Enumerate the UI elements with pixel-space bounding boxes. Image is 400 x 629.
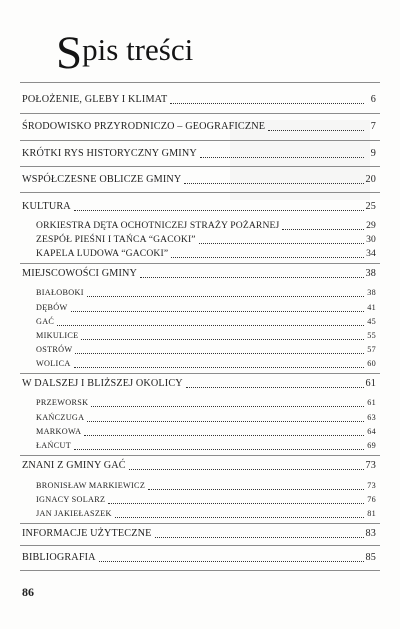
toc-entry-page: 61 [365,378,376,389]
toc-entry-label: ZNANI Z GMINY GAĆ [22,460,126,471]
toc-entry-label: OSTRÓW [36,345,73,354]
toc-subentry [36,232,376,246]
toc-entry-page: 83 [365,528,376,539]
toc-entry-page: 25 [365,201,376,212]
divider [20,455,380,456]
toc-entry-page: 34 [366,248,376,259]
toc-entry [22,146,376,160]
toc-leader-dots [184,183,363,184]
toc-leader-dots [115,517,364,518]
divider [20,373,380,374]
toc-entry-page: 63 [367,413,376,422]
toc-entry-label: BIAŁOBOKI [36,288,84,297]
page-number: 86 [22,585,34,599]
toc-entry-label: POŁOŻENIE, GLEBY I KLIMAT [22,94,168,105]
toc-entry [22,458,376,472]
toc-entry-label: INFORMACJE UŻYTECZNE [22,528,152,539]
toc-entry-page: 57 [367,345,376,354]
toc-leader-dots [171,257,364,258]
toc-entry-page: 9 [370,148,376,159]
toc-leader-dots [91,406,364,407]
title-rest: pis treści [82,32,194,67]
toc-entry-label: IGNACY SOLARZ [36,495,106,504]
toc-subentry [36,356,376,370]
toc-entry-label: MARKOWA [36,427,82,436]
divider [20,82,380,83]
toc-leader-dots [99,561,364,562]
toc-leader-dots [74,449,364,450]
toc-subentry [36,506,376,520]
toc-entry-label: ORKIESTRA DĘTA OCHOTNICZEJ STRAŻY POŻARNEJ [36,220,280,231]
toc-subentry [36,285,376,299]
toc-leader-dots [199,243,364,244]
toc-leader-dots [268,130,364,131]
toc-leader-dots [282,229,364,230]
toc-entry [22,266,376,280]
divider [20,192,380,193]
divider [20,140,380,141]
toc-entry-label: MIEJSCOWOŚCI GMINY [22,268,138,279]
toc-entry-label: BIBLIOGRAFIA [22,552,96,563]
toc-entry-page: 61 [367,398,376,407]
toc-leader-dots [75,353,364,354]
divider [20,545,380,546]
toc-leader-dots [200,157,364,158]
toc-entry-label: PRZEWORSK [36,398,89,407]
toc-entry-page: 73 [365,460,376,471]
toc-entry-page: 38 [365,268,376,279]
toc-entry-label: MIKULICE [36,331,79,340]
toc-leader-dots [140,277,363,278]
toc-subentry [36,410,376,424]
divider [20,166,380,167]
toc-entry-label: KULTURA [22,201,71,212]
toc-entry-label: WSPÓŁCZESNE OBLICZE GMINY [22,174,182,185]
toc-entry-page: 38 [367,288,376,297]
toc-subentry [36,342,376,356]
toc-subentry [36,218,376,232]
toc-entry [22,172,376,186]
toc-leader-dots [108,503,364,504]
toc-leader-dots [155,537,364,538]
toc-entry-label: KRÓTKI RYS HISTORYCZNY GMINY [22,148,197,159]
toc-entry-label: GAĆ [36,317,55,326]
toc-leader-dots [74,367,364,368]
toc-entry-page: 29 [366,220,376,231]
toc-subentry [36,478,376,492]
toc-entry-label: DĘBÓW [36,303,68,312]
toc-subentry [36,246,376,260]
toc-entry-page: 45 [367,317,376,326]
toc-entry-page: 81 [367,509,376,518]
toc-leader-dots [170,103,364,104]
toc-entry-label: ZESPÓŁ PIEŚNI I TAŃCA “GACOKI” [36,234,196,245]
toc-entry-page: 76 [367,495,376,504]
toc-entry [22,376,376,390]
divider [20,263,380,264]
toc-leader-dots [186,387,364,388]
toc-entry-label: ŚRODOWISKO PRZYRODNICZO – GEOGRAFICZNE [22,121,266,132]
divider [20,523,380,524]
toc-entry [22,92,376,106]
toc-subentry [36,300,376,314]
toc-leader-dots [74,210,364,211]
toc-entry-page: 73 [367,481,376,490]
toc-entry-page: 69 [367,441,376,450]
toc-subentry [36,424,376,438]
toc-entry-page: 41 [367,303,376,312]
toc-leader-dots [87,296,364,297]
toc-entry-label: BRONISŁAW MARKIEWICZ [36,481,146,490]
toc-entry-page: 85 [365,552,376,563]
toc-entry-label: WOLICA [36,359,71,368]
toc-entry [22,119,376,133]
toc-entry-page: 6 [370,94,376,105]
toc-entry-label: ŁAŃCUT [36,441,72,450]
toc-entry-page: 64 [367,427,376,436]
toc-leader-dots [148,489,364,490]
toc-subentry [36,395,376,409]
toc-leader-dots [87,421,364,422]
toc-leader-dots [81,339,364,340]
toc-entry [22,199,376,213]
toc-leader-dots [57,325,364,326]
toc-entry-label: JAN JAKIEŁASZEK [36,509,112,518]
toc-entry-label: KAŃCZUGA [36,413,85,422]
page-title [56,27,194,79]
divider [20,113,380,114]
toc-leader-dots [129,469,364,470]
toc-entry-page: 60 [367,359,376,368]
toc-subentry [36,314,376,328]
toc-subentry [36,438,376,452]
toc-entry [22,526,376,540]
toc-entry-page: 55 [367,331,376,340]
toc-entry [22,550,376,564]
toc-subentry [36,328,376,342]
divider [20,570,380,571]
toc-leader-dots [84,435,364,436]
toc-entry-label: W DALSZEJ I BLIŻSZEJ OKOLICY [22,378,183,389]
title-initial: S [56,27,83,79]
toc-subentry [36,492,376,506]
toc-entry-page: 30 [366,234,376,245]
toc-leader-dots [71,311,364,312]
toc-entry-label: KAPELA LUDOWA “GACOKI” [36,248,169,259]
toc-entry-page: 7 [370,121,376,132]
toc-entry-page: 20 [365,174,376,185]
